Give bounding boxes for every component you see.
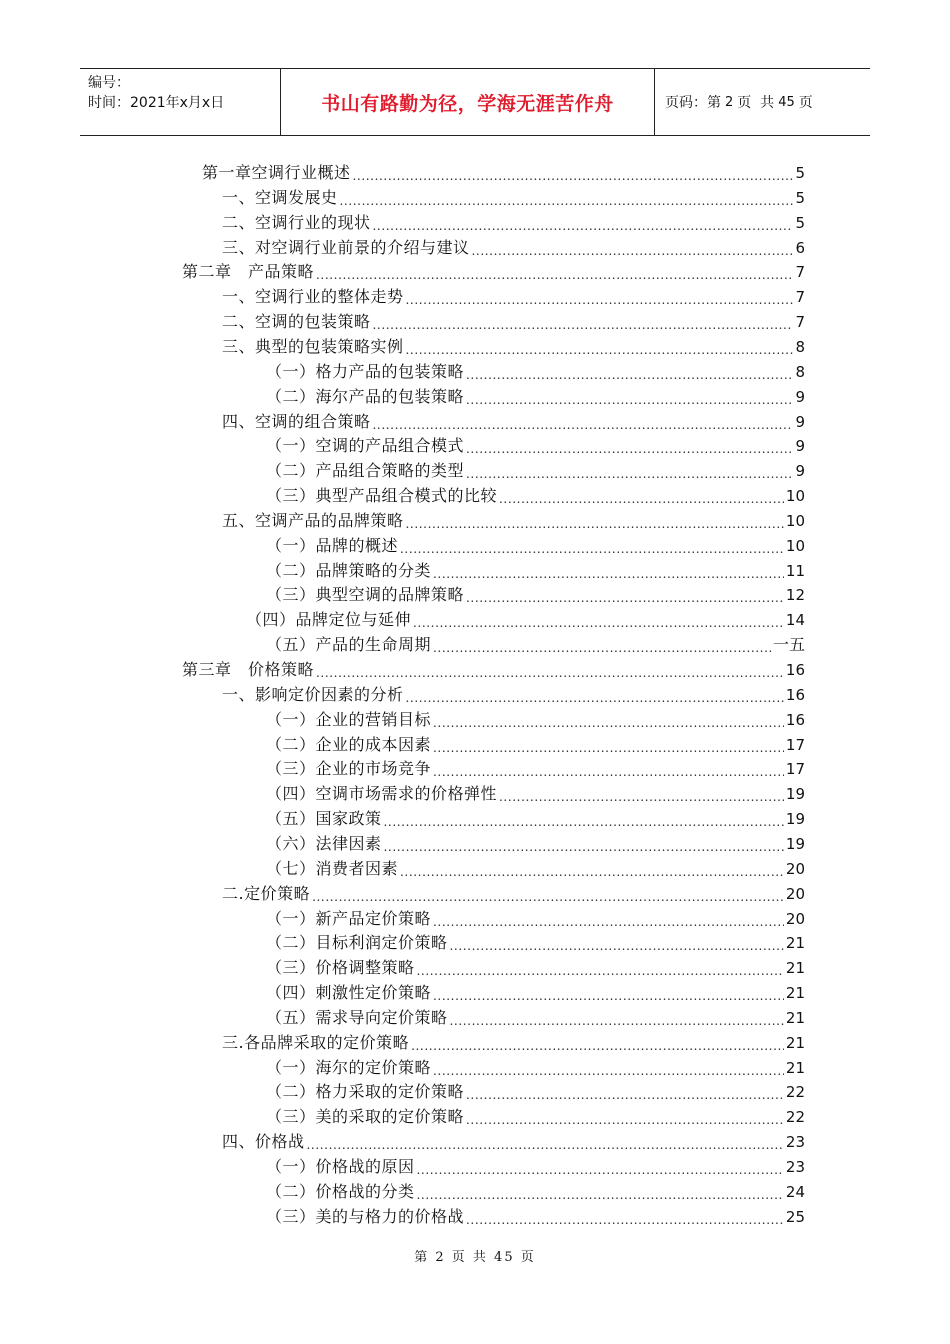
toc-dot-leader bbox=[466, 591, 784, 605]
toc-dot-leader bbox=[373, 418, 794, 432]
toc-entry-page: 20 bbox=[785, 859, 805, 878]
toc-entry-title: （三）美的采取的定价策略 bbox=[266, 1107, 465, 1127]
toc-entry[interactable] bbox=[266, 580, 805, 605]
page-current: 2 bbox=[725, 94, 734, 110]
toc-entry-page: 9 bbox=[795, 387, 805, 406]
toc-entry-page: 14 bbox=[785, 611, 805, 630]
toc-entry[interactable] bbox=[222, 332, 805, 357]
toc-dot-leader bbox=[413, 616, 784, 630]
toc-entry-page: 11 bbox=[785, 561, 805, 580]
toc-entry-title: （六）法律因素 bbox=[266, 833, 382, 853]
toc-entry-page: 7 bbox=[795, 288, 805, 307]
toc-dot-leader bbox=[417, 1163, 784, 1177]
toc-entry-title: 三.各品牌采取的定价策略 bbox=[222, 1032, 410, 1052]
toc-entry-title: （七）消费者因素 bbox=[266, 858, 399, 878]
toc-entry-title: （一）格力产品的包装策略 bbox=[266, 361, 465, 381]
toc-entry-title: （五）国家政策 bbox=[266, 809, 382, 829]
toc-entry[interactable] bbox=[266, 531, 805, 556]
toc-dot-leader bbox=[433, 641, 771, 655]
toc-entry-page: 6 bbox=[795, 238, 805, 257]
toc-dot-leader bbox=[433, 567, 784, 581]
toc-entry[interactable] bbox=[266, 1202, 805, 1227]
toc-entry-page: 一五 bbox=[772, 635, 805, 655]
toc-entry-page: 21 bbox=[785, 1008, 805, 1027]
toc-entry-title: （四）空调市场需求的价格弹性 bbox=[266, 784, 498, 804]
header-meta bbox=[80, 69, 281, 135]
page-mid: 页 共 bbox=[737, 95, 775, 111]
toc-dot-leader bbox=[433, 989, 784, 1003]
toc-entry-title: 三、典型的包装策略实例 bbox=[222, 336, 404, 356]
toc-entry-page: 12 bbox=[785, 586, 805, 605]
toc-entry-page: 20 bbox=[785, 884, 805, 903]
toc-dot-leader bbox=[466, 368, 793, 382]
toc-entry-title: （二）海尔产品的包装策略 bbox=[266, 386, 465, 406]
toc-entry-title: （一）空调的产品组合模式 bbox=[266, 436, 465, 456]
toc-entry-page: 19 bbox=[785, 834, 805, 853]
toc-entry-title: （一）企业的营销目标 bbox=[266, 709, 432, 729]
toc-entry-page: 5 bbox=[795, 164, 805, 182]
toc-entry-page: 9 bbox=[795, 437, 805, 456]
toc-entry-title: （一）新产品定价策略 bbox=[266, 908, 432, 928]
toc-entry[interactable] bbox=[266, 481, 805, 506]
toc-dot-leader bbox=[406, 517, 784, 531]
toc-entry-title: （五）产品的生命周期 bbox=[266, 635, 432, 655]
page-prefix: 页码：第 bbox=[665, 95, 721, 111]
toc-entry-page: 8 bbox=[795, 362, 805, 381]
toc-entry[interactable] bbox=[266, 1077, 805, 1102]
toc-entry-title: （四）刺激性定价策略 bbox=[266, 983, 432, 1003]
toc-entry[interactable] bbox=[266, 928, 805, 953]
toc-entry-title: 第一章空调行业概述 bbox=[202, 163, 351, 182]
toc-entry-page: 9 bbox=[795, 412, 805, 431]
toc-entry-title: （二）目标利润定价策略 bbox=[266, 933, 448, 953]
toc-dot-leader bbox=[316, 666, 784, 680]
toc-entry[interactable] bbox=[222, 208, 805, 233]
toc-entry-title: 二、空调的包装策略 bbox=[222, 312, 371, 332]
toc-dot-leader bbox=[466, 1088, 784, 1102]
toc-entry-title: （一）价格战的原因 bbox=[266, 1157, 415, 1176]
toc-dot-leader bbox=[433, 741, 784, 755]
toc-entry-title: （三）企业的市场竞争 bbox=[266, 759, 432, 779]
toc-entry[interactable] bbox=[266, 854, 805, 879]
toc-entry[interactable] bbox=[266, 1152, 805, 1177]
toc-entry[interactable] bbox=[222, 680, 805, 705]
toc-dot-leader bbox=[499, 790, 784, 804]
toc-entry-page: 21 bbox=[785, 984, 805, 1003]
toc-entry-title: （二）格力采取的定价策略 bbox=[266, 1082, 465, 1102]
toc-entry-page: 25 bbox=[785, 1207, 805, 1226]
toc-entry-page: 10 bbox=[785, 536, 805, 555]
toc-entry-title: （一）海尔的定价策略 bbox=[266, 1057, 432, 1077]
toc-entry[interactable] bbox=[266, 556, 805, 581]
toc-entry-page: 21 bbox=[785, 934, 805, 953]
toc-entry[interactable] bbox=[182, 655, 805, 680]
toc-entry-page: 10 bbox=[785, 487, 805, 506]
toc-dot-leader bbox=[373, 219, 794, 233]
toc-entry[interactable] bbox=[266, 829, 805, 854]
toc-entry-page: 19 bbox=[785, 785, 805, 804]
toc-entry[interactable] bbox=[266, 754, 805, 779]
toc-entry-title: 第三章 价格策略 bbox=[182, 660, 315, 679]
toc-dot-leader bbox=[353, 169, 794, 183]
toc-entry-title: 五、空调产品的品牌策略 bbox=[222, 510, 404, 530]
toc-entry-title: （三）美的与格力的价格战 bbox=[266, 1206, 465, 1226]
toc-dot-leader bbox=[307, 1138, 784, 1152]
toc-dot-leader bbox=[384, 840, 784, 854]
toc-dot-leader bbox=[466, 1213, 784, 1227]
toc-dot-leader bbox=[312, 890, 784, 904]
toc-dot-leader bbox=[499, 492, 784, 506]
toc-entry-page: 23 bbox=[785, 1133, 805, 1152]
header-motto: 书山有路勤为径，学海无涯苦作舟 bbox=[281, 69, 655, 135]
toc-entry[interactable] bbox=[222, 879, 805, 904]
toc-entry[interactable] bbox=[266, 630, 805, 655]
toc-entry-title: 第二章 产品策略 bbox=[182, 262, 315, 282]
toc-entry[interactable] bbox=[182, 257, 805, 282]
toc-entry-page: 10 bbox=[785, 511, 805, 530]
toc-dot-leader bbox=[433, 716, 784, 730]
toc-dot-leader bbox=[472, 244, 794, 258]
toc-dot-leader bbox=[466, 467, 793, 481]
toc-dot-leader bbox=[406, 293, 794, 307]
toc-entry-title: 二.定价策略 bbox=[222, 883, 311, 903]
toc-dot-leader bbox=[450, 1014, 784, 1028]
toc-entry[interactable] bbox=[266, 904, 805, 929]
toc-entry[interactable] bbox=[266, 1177, 805, 1202]
toc-dot-leader bbox=[433, 915, 784, 929]
toc-dot-leader bbox=[316, 268, 793, 282]
toc-entry[interactable] bbox=[266, 953, 805, 978]
toc-entry-page: 7 bbox=[795, 263, 805, 282]
toc-entry-title: （三）典型产品组合模式的比较 bbox=[266, 486, 498, 506]
toc-entry[interactable] bbox=[266, 382, 805, 407]
toc-entry[interactable] bbox=[266, 357, 805, 382]
toc-dot-leader bbox=[400, 865, 784, 879]
toc-entry[interactable] bbox=[266, 730, 805, 755]
toc-dot-leader bbox=[384, 815, 784, 829]
toc-dot-leader bbox=[411, 1039, 784, 1053]
toc-entry-title: （四）品牌定位与延伸 bbox=[246, 610, 412, 630]
toc-dot-leader bbox=[450, 939, 784, 953]
toc-entry-title: 四、价格战 bbox=[222, 1132, 305, 1152]
toc-entry[interactable] bbox=[222, 183, 805, 208]
toc-entry-page: 21 bbox=[785, 1058, 805, 1077]
toc-entry-title: （二）产品组合策略的类型 bbox=[266, 461, 465, 481]
toc-entry-page: 22 bbox=[785, 1108, 805, 1127]
time-label: 时间：2021年x月x日 bbox=[88, 95, 225, 111]
toc-entry[interactable] bbox=[266, 1102, 805, 1127]
toc-entry[interactable] bbox=[266, 705, 805, 730]
toc-dot-leader bbox=[400, 542, 784, 556]
toc-entry[interactable] bbox=[266, 804, 805, 829]
toc-dot-leader bbox=[406, 343, 794, 357]
toc-entry-page: 5 bbox=[795, 213, 805, 232]
toc-entry[interactable] bbox=[266, 1003, 805, 1028]
toc-entry[interactable] bbox=[266, 978, 805, 1003]
toc-entry-title: 四、空调的组合策略 bbox=[222, 411, 371, 431]
toc-entry-title: （三）典型空调的品牌策略 bbox=[266, 585, 465, 605]
toc-entry-page: 17 bbox=[785, 735, 805, 754]
toc-entry-title: 一、空调行业的整体走势 bbox=[222, 287, 404, 307]
toc-entry-page: 20 bbox=[785, 909, 805, 928]
toc-entry[interactable] bbox=[222, 282, 805, 307]
toc-dot-leader bbox=[340, 194, 794, 208]
toc-entry-page: 19 bbox=[785, 810, 805, 829]
toc-entry-page: 16 bbox=[785, 661, 805, 679]
toc-entry-page: 21 bbox=[785, 1033, 805, 1052]
page-header bbox=[80, 68, 870, 136]
toc-entry-title: （二）企业的成本因素 bbox=[266, 734, 432, 754]
page-footer: 第 2 页 共 45 页 bbox=[414, 1250, 536, 1265]
toc-dot-leader bbox=[406, 691, 784, 705]
toc-entry-title: （二）品牌策略的分类 bbox=[266, 560, 432, 580]
toc-entry-title: （三）价格调整策略 bbox=[266, 958, 415, 978]
toc-dot-leader bbox=[417, 964, 784, 978]
toc-entry-page: 17 bbox=[785, 760, 805, 779]
toc-dot-leader bbox=[466, 1113, 784, 1127]
toc-dot-leader bbox=[417, 1188, 784, 1202]
toc-entry-page: 16 bbox=[785, 710, 805, 729]
toc-entry-title: （二）价格战的分类 bbox=[266, 1181, 415, 1201]
toc-entry[interactable] bbox=[266, 456, 805, 481]
toc-entry[interactable] bbox=[222, 307, 805, 332]
toc-entry[interactable] bbox=[246, 605, 805, 630]
toc-entry-page: 8 bbox=[795, 337, 805, 356]
toc-entry-title: 一、空调发展史 bbox=[222, 187, 338, 207]
toc-dot-leader bbox=[433, 1064, 784, 1078]
toc-entry-page: 21 bbox=[785, 959, 805, 978]
toc-dot-leader bbox=[466, 393, 793, 407]
toc-entry-page: 22 bbox=[785, 1083, 805, 1102]
toc-entry[interactable] bbox=[266, 1053, 805, 1078]
toc-entry[interactable] bbox=[222, 506, 805, 531]
toc-entry[interactable] bbox=[222, 1028, 805, 1053]
toc-entry-title: （五）需求导向定价策略 bbox=[266, 1007, 448, 1027]
toc-entry-title: 一、影响定价因素的分析 bbox=[222, 684, 404, 704]
toc-entry-page: 16 bbox=[785, 685, 805, 704]
toc-dot-leader bbox=[373, 318, 794, 332]
toc-entry[interactable] bbox=[222, 1127, 805, 1152]
toc-entry-page: 23 bbox=[785, 1158, 805, 1176]
toc-entry-title: 三、对空调行业前景的介绍与建议 bbox=[222, 237, 470, 257]
toc-entry[interactable] bbox=[266, 779, 805, 804]
toc-entry-title: （一）品牌的概述 bbox=[266, 535, 399, 555]
toc-entry[interactable] bbox=[222, 233, 805, 258]
toc-entry-page: 9 bbox=[795, 462, 805, 481]
header-page-info bbox=[655, 69, 870, 135]
toc-entry[interactable] bbox=[222, 407, 805, 432]
toc-entry[interactable] bbox=[266, 431, 805, 456]
toc-dot-leader bbox=[433, 765, 784, 779]
toc-entry-page: 7 bbox=[795, 313, 805, 332]
toc-entry-title: 二、空调行业的现状 bbox=[222, 212, 371, 232]
toc-entry-page: 24 bbox=[785, 1182, 805, 1201]
toc-dot-leader bbox=[466, 442, 793, 456]
number-label: 编号： bbox=[88, 75, 130, 91]
page-suffix: 页 bbox=[798, 95, 813, 111]
toc-entry[interactable] bbox=[202, 158, 805, 183]
page-total: 45 bbox=[778, 94, 795, 110]
toc-entry-page: 5 bbox=[795, 188, 805, 207]
